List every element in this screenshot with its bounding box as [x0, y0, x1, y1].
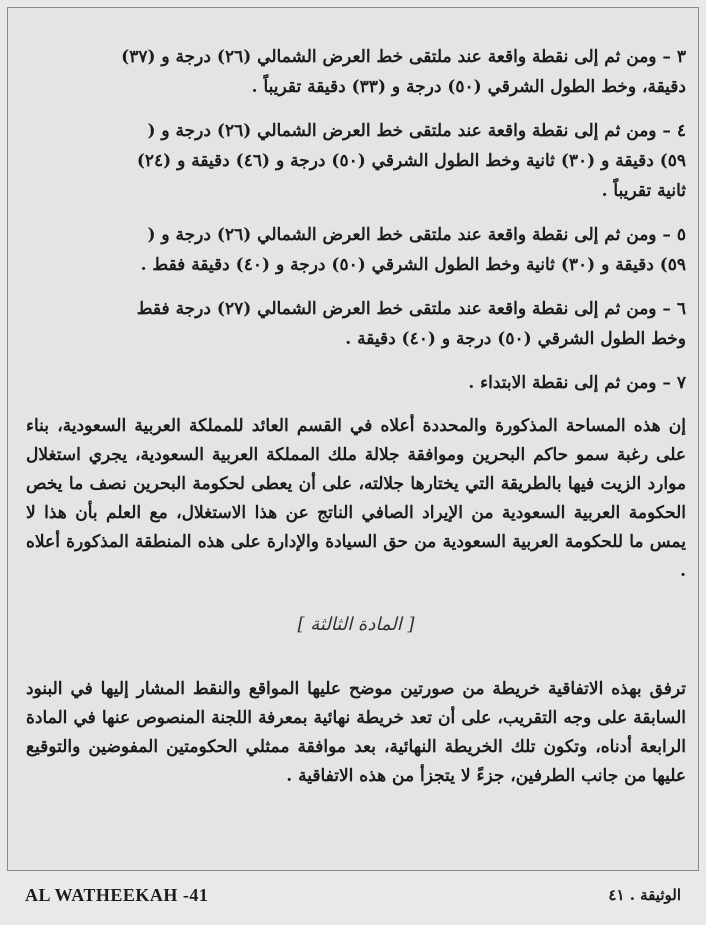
item-3-line-1: ٣ – ومن ثم إلى نقطة واقعة عند ملتقى خط العرض الشمالي (٢٦) درجة و (٣٧)	[121, 47, 686, 67]
item-3-line-2: دقيقة، وخط الطول الشرقي (٥٠) درجة و (٣٣) دقيقة تقريباً .	[251, 77, 686, 97]
page-frame	[7, 7, 699, 871]
item-7	[26, 368, 686, 398]
page-footer	[7, 880, 699, 910]
item-6-line-2: وخط الطول الشرقي (٥٠) درجة و (٤٠) دقيقة .	[345, 329, 686, 349]
footer-english-label: AL WATHEEKAH -41	[25, 884, 209, 905]
closing-paragraph: ترفق بهذه الاتفاقية خريطة من صورتين موضح عليها المواقع والنقط المشار إليها في البنود السابقة على وجه التقريب، على أن تعد خريطة نهائية بمعرفة اللجنة المنصوص عنها في المادة الرابعة أدناه، وتكون تلك الخريطة النهائية، بعد موافقة ممثلي الحكومتين المفوضين والتوقيع عليها من جانب الطرفين، جزءً لا يتجزأ من هذه الاتفاقية .	[26, 679, 686, 786]
item-6-line-1: ٦ – ومن ثم إلى نقطة واقعة عند ملتقى خط العرض الشمالي (٢٧) درجة فقط	[136, 299, 686, 319]
item-4-line-3: ثانية تقريباً .	[601, 181, 686, 201]
item-5-line-2: ٥٩) دقيقة و (٣٠) ثانية وخط الطول الشرقي (٥٠) درجة و (٤٠) دقيقة فقط .	[140, 255, 686, 275]
body-paragraph: إن هذه المساحة المذكورة والمحددة أعلاه في القسم العائد للمملكة العربية السعودية، بناء على رغبة سمو حاكم البحرين وموافقة جلالة ملك المملكة العربية السعودية، يجري استغلال موارد الزيت فيها بالطريقة التي يختارها جلالته، على أن يعطى لحكومة البحرين نصف ما يخص الحكومة العربية السعودية من الإيراد الصافي الناتج عن هذا الاستغلال، مع العلم بأن هذا لا يمس ما للحكومة العربية السعودية من حق السيادة والإدارة على هذه المنطقة المذكورة أعلاه .	[26, 416, 686, 581]
section-heading-wrap	[26, 614, 686, 635]
item-4-line-1: ٤ – ومن ثم إلى نقطة واقعة عند ملتقى خط العرض الشمالي (٢٦) درجة و (	[147, 121, 686, 141]
section-heading: [ المادة الثالثة ]	[297, 614, 415, 635]
item-5	[26, 220, 686, 280]
item-5-line-1: ٥ – ومن ثم إلى نقطة واقعة عند ملتقى خط العرض الشمالي (٢٦) درجة و (	[147, 225, 686, 245]
item-6	[26, 294, 686, 354]
footer-arabic-label: الوثيقة . ٤١	[608, 886, 681, 904]
item-3	[26, 42, 686, 102]
item-7-line-1: ٧ – ومن ثم إلى نقطة الابتداء .	[468, 373, 686, 393]
item-4	[26, 116, 686, 206]
document-body	[26, 42, 686, 791]
item-4-line-2: ٥٩) دقيقة و (٣٠) ثانية وخط الطول الشرقي (٥٠) درجة و (٤٦) دقيقة و (٢٤)	[136, 151, 686, 171]
